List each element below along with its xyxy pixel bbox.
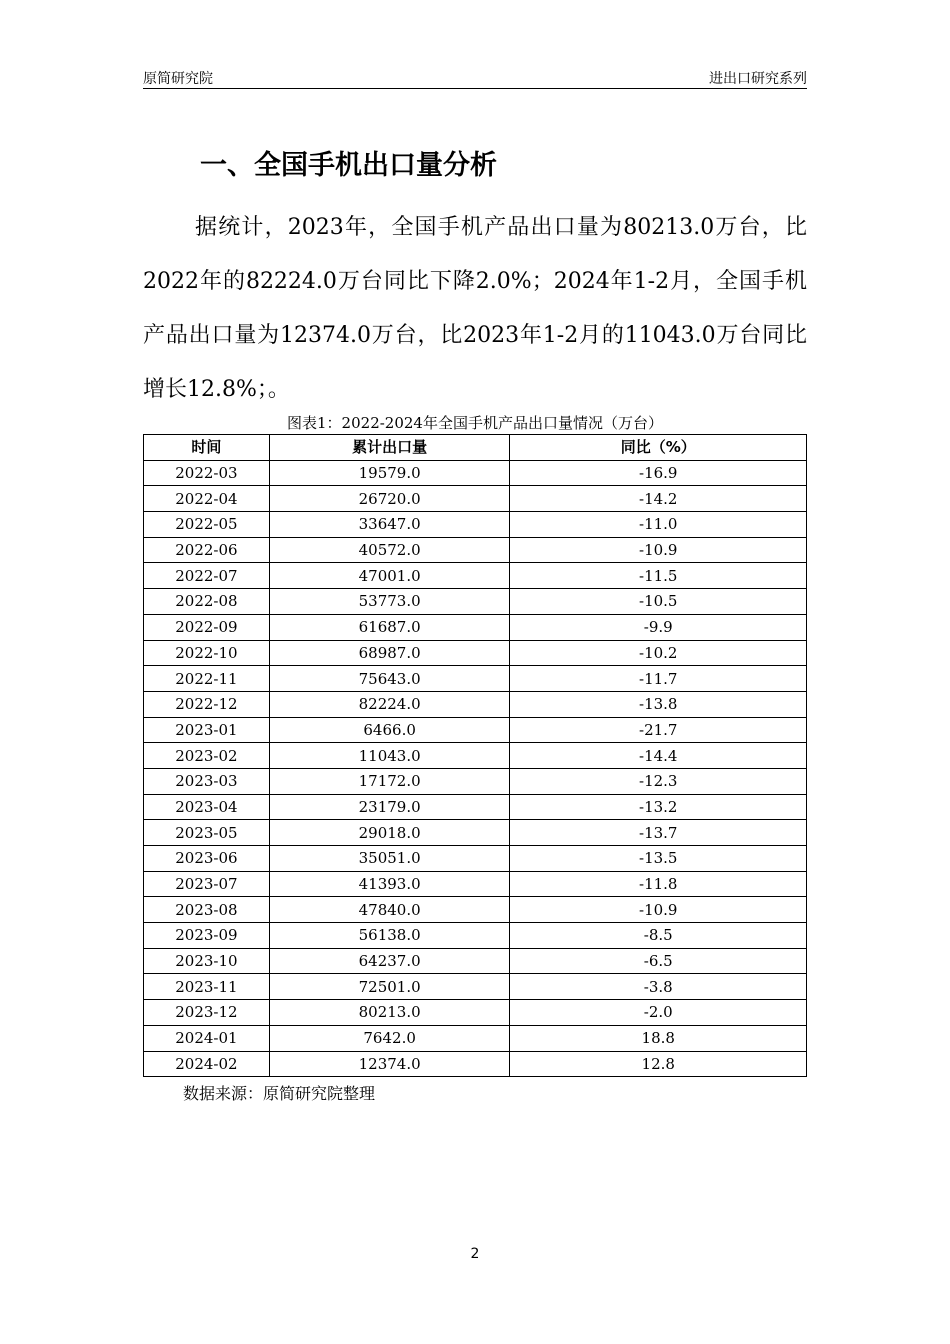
table-row xyxy=(144,666,807,692)
cell-time: 2023-06 xyxy=(144,846,270,872)
cell-time: 2023-04 xyxy=(144,794,270,820)
cell-time: 2023-10 xyxy=(144,948,270,974)
table-row xyxy=(144,1051,807,1077)
cell-yoy: -3.8 xyxy=(510,974,807,1000)
table-row xyxy=(144,768,807,794)
table-row xyxy=(144,871,807,897)
column-header-cumulative-export: 累计出口量 xyxy=(269,435,510,461)
cell-yoy: -14.2 xyxy=(510,486,807,512)
table-row xyxy=(144,486,807,512)
header-divider xyxy=(143,88,807,89)
cell-yoy: -2.0 xyxy=(510,1000,807,1026)
table-row xyxy=(144,1025,807,1051)
cell-cumulative-export: 72501.0 xyxy=(269,974,510,1000)
table-row xyxy=(144,614,807,640)
cell-yoy: 12.8 xyxy=(510,1051,807,1077)
cell-time: 2023-11 xyxy=(144,974,270,1000)
table-row xyxy=(144,691,807,717)
cell-yoy: -12.3 xyxy=(510,768,807,794)
table-body xyxy=(144,460,807,1077)
table-row xyxy=(144,512,807,538)
cell-cumulative-export: 26720.0 xyxy=(269,486,510,512)
table-row xyxy=(144,1000,807,1026)
cell-time: 2023-07 xyxy=(144,871,270,897)
cell-cumulative-export: 7642.0 xyxy=(269,1025,510,1051)
cell-cumulative-export: 33647.0 xyxy=(269,512,510,538)
cell-yoy: -11.0 xyxy=(510,512,807,538)
table-row xyxy=(144,897,807,923)
cell-yoy: -13.7 xyxy=(510,820,807,846)
cell-yoy: 18.8 xyxy=(510,1025,807,1051)
page-number: 2 xyxy=(470,1246,480,1262)
section-paragraph: 据统计，2023年，全国手机产品出口量为80213.0万台，比2022年的82224.0万台同比下降2.0%；2024年1-2月，全国手机产品出口量为12374.0万台，比2023年1-2月的11043.0万台同比增长12.8%；。 xyxy=(143,215,807,402)
cell-time: 2022-05 xyxy=(144,512,270,538)
cell-cumulative-export: 68987.0 xyxy=(269,640,510,666)
table-row xyxy=(144,846,807,872)
table-row xyxy=(144,794,807,820)
cell-cumulative-export: 41393.0 xyxy=(269,871,510,897)
cell-time: 2023-08 xyxy=(144,897,270,923)
cell-yoy: -16.9 xyxy=(510,460,807,486)
cell-time: 2023-02 xyxy=(144,743,270,769)
table-row xyxy=(144,974,807,1000)
table-row xyxy=(144,743,807,769)
table-row xyxy=(144,923,807,949)
cell-time: 2023-12 xyxy=(144,1000,270,1026)
table-row xyxy=(144,820,807,846)
cell-cumulative-export: 75643.0 xyxy=(269,666,510,692)
cell-cumulative-export: 17172.0 xyxy=(269,768,510,794)
table-header-row xyxy=(144,435,807,461)
cell-yoy: -21.7 xyxy=(510,717,807,743)
cell-cumulative-export: 64237.0 xyxy=(269,948,510,974)
cell-yoy: -14.4 xyxy=(510,743,807,769)
header-series-name: 进出口研究系列 xyxy=(709,71,807,87)
cell-cumulative-export: 29018.0 xyxy=(269,820,510,846)
cell-time: 2022-09 xyxy=(144,614,270,640)
table-row xyxy=(144,589,807,615)
column-header-yoy: 同比（%） xyxy=(510,435,807,461)
table-row xyxy=(144,717,807,743)
cell-time: 2022-06 xyxy=(144,537,270,563)
cell-time: 2022-03 xyxy=(144,460,270,486)
cell-yoy: -11.8 xyxy=(510,871,807,897)
cell-cumulative-export: 80213.0 xyxy=(269,1000,510,1026)
cell-yoy: -9.9 xyxy=(510,614,807,640)
cell-time: 2024-01 xyxy=(144,1025,270,1051)
table-row xyxy=(144,640,807,666)
cell-cumulative-export: 11043.0 xyxy=(269,743,510,769)
cell-yoy: -11.7 xyxy=(510,666,807,692)
cell-cumulative-export: 12374.0 xyxy=(269,1051,510,1077)
header-org-name: 原简研究院 xyxy=(143,71,213,87)
cell-cumulative-export: 82224.0 xyxy=(269,691,510,717)
cell-cumulative-export: 47001.0 xyxy=(269,563,510,589)
table-row xyxy=(144,948,807,974)
cell-yoy: -8.5 xyxy=(510,923,807,949)
cell-time: 2024-02 xyxy=(144,1051,270,1077)
cell-time: 2023-03 xyxy=(144,768,270,794)
cell-time: 2022-11 xyxy=(144,666,270,692)
cell-cumulative-export: 40572.0 xyxy=(269,537,510,563)
table-row xyxy=(144,563,807,589)
table-row xyxy=(144,460,807,486)
cell-time: 2022-12 xyxy=(144,691,270,717)
cell-cumulative-export: 47840.0 xyxy=(269,897,510,923)
cell-yoy: -11.5 xyxy=(510,563,807,589)
column-header-time: 时间 xyxy=(144,435,270,461)
cell-cumulative-export: 53773.0 xyxy=(269,589,510,615)
cell-time: 2022-08 xyxy=(144,589,270,615)
cell-cumulative-export: 6466.0 xyxy=(269,717,510,743)
cell-time: 2023-01 xyxy=(144,717,270,743)
table-caption: 图表1：2022-2024年全国手机产品出口量情况（万台） xyxy=(287,414,663,432)
cell-cumulative-export: 19579.0 xyxy=(269,460,510,486)
section-heading: 一、全国手机出口量分析 xyxy=(200,150,497,181)
cell-cumulative-export: 56138.0 xyxy=(269,923,510,949)
cell-yoy: -13.5 xyxy=(510,846,807,872)
cell-time: 2022-07 xyxy=(144,563,270,589)
cell-yoy: -10.2 xyxy=(510,640,807,666)
cell-cumulative-export: 61687.0 xyxy=(269,614,510,640)
cell-cumulative-export: 23179.0 xyxy=(269,794,510,820)
cell-yoy: -13.2 xyxy=(510,794,807,820)
cell-time: 2023-05 xyxy=(144,820,270,846)
table-row xyxy=(144,537,807,563)
cell-yoy: -10.9 xyxy=(510,897,807,923)
cell-yoy: -13.8 xyxy=(510,691,807,717)
cell-cumulative-export: 35051.0 xyxy=(269,846,510,872)
cell-yoy: -10.9 xyxy=(510,537,807,563)
cell-yoy: -6.5 xyxy=(510,948,807,974)
cell-yoy: -10.5 xyxy=(510,589,807,615)
cell-time: 2022-04 xyxy=(144,486,270,512)
data-source-note: 数据来源：原简研究院整理 xyxy=(183,1084,376,1103)
export-table xyxy=(143,434,807,1077)
cell-time: 2022-10 xyxy=(144,640,270,666)
cell-time: 2023-09 xyxy=(144,923,270,949)
